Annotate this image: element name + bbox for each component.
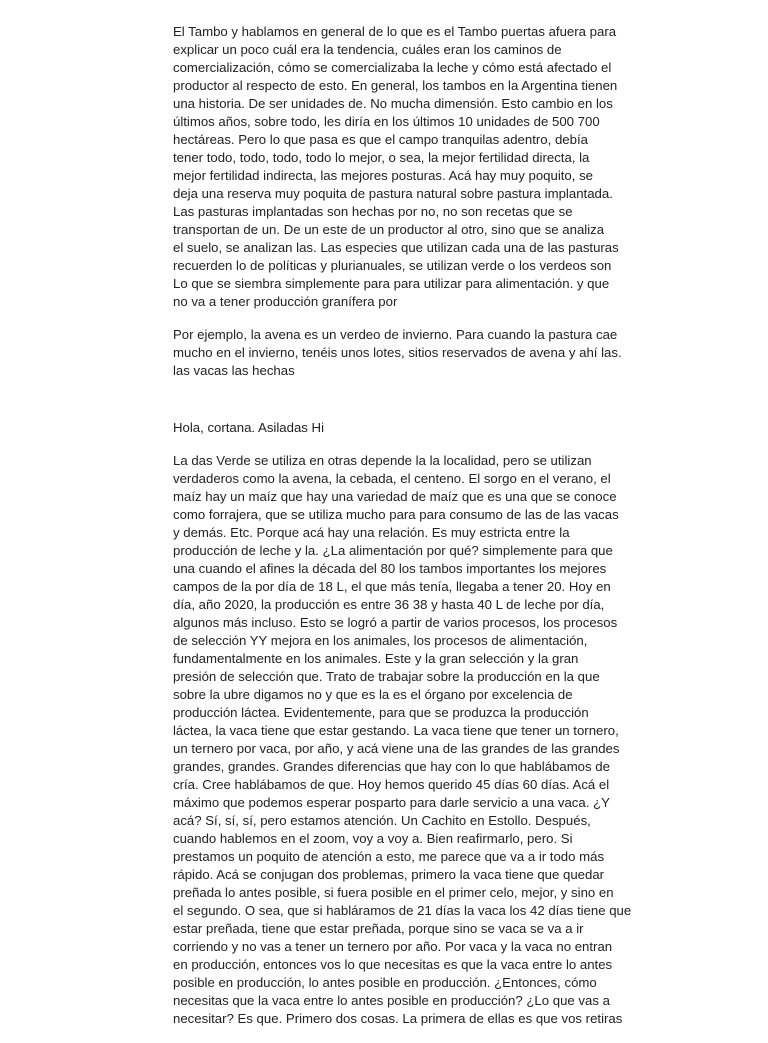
text-line: de selección YY mejora en los animales, los procesos de alimentación, bbox=[173, 633, 588, 648]
text-line: tener todo, todo, todo, todo lo mejor, o sea, la mejor fertilidad directa, la bbox=[173, 150, 590, 165]
text-line: las vacas las hechas bbox=[173, 363, 295, 378]
text-line: recuerden lo de políticas y plurianuales, se utilizan verde o los verdeos son bbox=[173, 258, 612, 273]
paragraph-cortana bbox=[173, 419, 613, 437]
text-line: prestamos un poquito de atención a esto, me parece que va a ir todo más bbox=[173, 849, 605, 864]
text-line: no va a tener producción granífera por bbox=[173, 294, 398, 309]
text-line: Por ejemplo, la avena es un verdeo de invierno. Para cuando la pastura cae bbox=[173, 327, 618, 342]
text-line: mejor fertilidad indirecta, las mejores posturas. Acá hay muy poquito, se bbox=[173, 168, 594, 183]
text-line: una historia. De ser unidades de. No mucha dimensión. Esto cambio en los bbox=[173, 96, 613, 111]
text-line: producción de leche y la. ¿La alimentación por qué? simplemente para que bbox=[173, 543, 613, 558]
text-line: una cuando el afines la década del 80 los tambos importantes los mejores bbox=[173, 561, 607, 576]
text-line: mucho en el invierno, tenéis unos lotes, sitios reservados de avena y ahí las. bbox=[173, 345, 622, 360]
text-line: explicar un poco cuál era la tendencia, cuáles eran los caminos de bbox=[173, 42, 562, 57]
text-line: Las pasturas implantadas son hechas por no, no son recetas que se bbox=[173, 204, 573, 219]
text-line: necesitas que la vaca entre lo antes posible en producción? ¿Lo que vas a bbox=[173, 993, 610, 1008]
text-line: sobre la ubre digamos no y que es la es el órgano por excelencia de bbox=[173, 687, 573, 702]
text-line: día, año 2020, la producción es entre 36 38 y hasta 40 L de leche por día, bbox=[173, 597, 605, 612]
text-line: productor al respecto de esto. En general, los tambos en la Argentina tienen bbox=[173, 78, 618, 93]
text-line: verdaderos como la avena, la cebada, el centeno. El sorgo en el verano, el bbox=[173, 471, 611, 486]
text-line: preñada lo antes posible, si fuera posible en el primer celo, mejor, y sino en bbox=[173, 885, 614, 900]
text-line: necesitar? Es que. Primero dos cosas. La primera de ellas es que vos retiras bbox=[173, 1011, 623, 1026]
text-line: hectáreas. Pero lo que pasa es que el campo tranquilas adentro, debía bbox=[173, 132, 588, 147]
text-line: y demás. Etc. Porque acá hay una relación. Es muy estricta entre la bbox=[173, 525, 570, 540]
text-line: fundamentalmente en los animales. Este y la gran selección y la gran bbox=[173, 651, 579, 666]
text-line: rápido. Acá se conjugan dos problemas, primero la vaca tiene que quedar bbox=[173, 867, 605, 882]
text-line: algunos más incluso. Esto se logró a partir de varios procesos, los procesos bbox=[173, 615, 618, 630]
text-line: transportan de un. De un este de un productor al otro, sino que se analiza bbox=[173, 222, 605, 237]
text-line: Lo que se siembra simplemente para para utilizar para alimentación. y que bbox=[173, 276, 610, 291]
text-line: maíz hay un maíz que hay una variedad de maíz que es una que se conoce bbox=[173, 489, 617, 504]
text-line: campos de la por día de 18 L, el que más tenía, llegaba a tener 20. Hoy en bbox=[173, 579, 611, 594]
text-line: La das Verde se utiliza en otras depende la la localidad, pero se utilizan bbox=[173, 453, 592, 468]
text-line: últimos años, sobre todo, les diría en los últimos 10 unidades de 500 700 bbox=[173, 114, 600, 129]
text-line: acá? Sí, sí, sí, pero estamos atención. Un Cachito en Estollo. Después, bbox=[173, 813, 591, 828]
paragraph-avena bbox=[173, 326, 622, 380]
text-line: producción láctea. Evidentemente, para que se produzca la producción bbox=[173, 705, 589, 720]
paragraph-spacer bbox=[173, 395, 613, 419]
text-line: cría. Cree hablábamos de que. Hoy hemos querido 45 días 60 días. Acá el bbox=[173, 777, 610, 792]
text-line: presión de selección que. Trato de trabajar sobre la producción en la que bbox=[173, 669, 600, 684]
text-line: máximo que podemos esperar posparto para darle servicio a una vaca. ¿Y bbox=[173, 795, 610, 810]
text-line: el segundo. O sea, que si habláramos de 21 días la vaca los 42 días tiene que bbox=[173, 903, 632, 918]
paragraph-tambo-intro bbox=[173, 23, 619, 311]
text-line: corriendo y no vas a tener un ternero por año. Por vaca y la vaca no entran bbox=[173, 939, 613, 954]
document-page bbox=[173, 23, 632, 1043]
paragraph-verdeos-produccion bbox=[173, 452, 632, 1028]
text-line: deja una reserva muy poquita de pastura natural sobre pastura implantada. bbox=[173, 186, 613, 201]
text-line: grandes, grandes. Grandes diferencias que hay con lo que hablábamos de bbox=[173, 759, 610, 774]
text-line: posible en producción, lo antes posible en producción. ¿Entonces, cómo bbox=[173, 975, 597, 990]
text-line: un ternero por vaca, por año, y acá viene una de las grandes de las grandes bbox=[173, 741, 620, 756]
text-line: Hola, cortana. Asiladas Hi bbox=[173, 420, 324, 435]
text-line: en producción, entonces vos lo que necesitas es que la vaca entre lo antes bbox=[173, 957, 613, 972]
text-line: el suelo, se analizan las. Las especies que utilizan cada una de las pasturas bbox=[173, 240, 619, 255]
text-line: como forrajera, que se utiliza mucho para para consumo de las de las vacas bbox=[173, 507, 619, 522]
text-line: cuando hablemos en el zoom, voy a voy a. Bien reafirmarlo, pero. Si bbox=[173, 831, 573, 846]
text-line: láctea, la vaca tiene que estar gestando. La vaca tiene que tener un tornero, bbox=[173, 723, 619, 738]
text-line: comercialización, cómo se comercializaba la leche y cómo está afectado el bbox=[173, 60, 612, 75]
text-line: estar preñada, tiene que estar preñada, porque sino se vaca se va a ir bbox=[173, 921, 584, 936]
text-line: El Tambo y hablamos en general de lo que es el Tambo puertas afuera para bbox=[173, 24, 617, 39]
